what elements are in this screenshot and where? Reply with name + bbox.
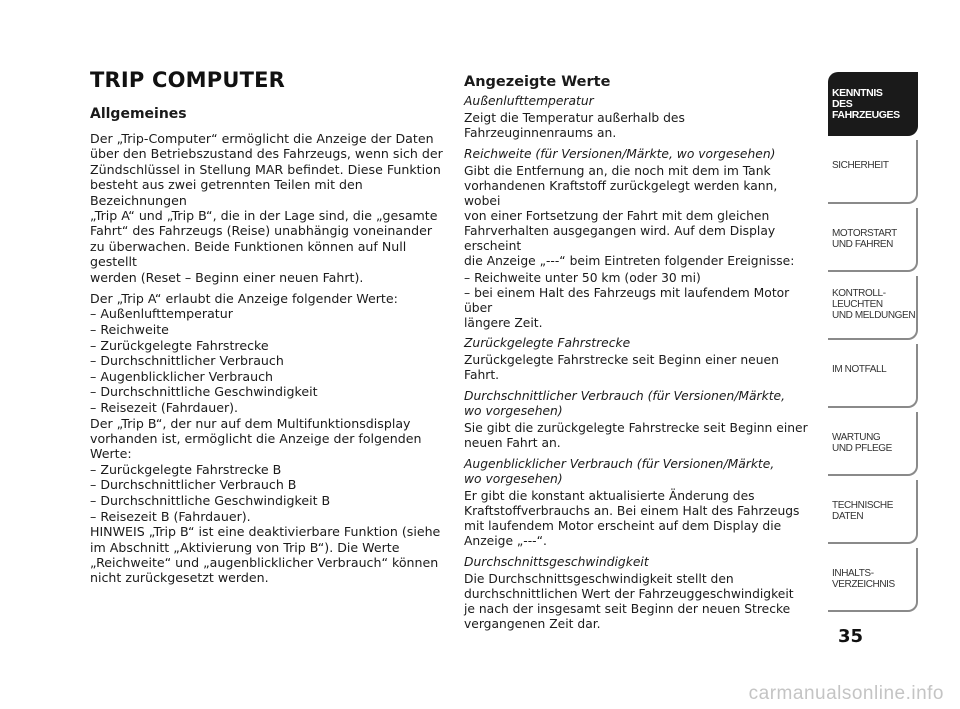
note-paragraph: HINWEIS „Trip B“ ist eine deaktivierbare Funktion (siehe im Abschnitt „Aktivierung von Trip B“). Die Werte „Reichweite“ und „augenblicklicher Verbrauch“ können nicht zurückgesetzt werden. — [90, 524, 441, 586]
tab-inhaltsverzeichnis[interactable]: INHALTS- VERZEICHNIS — [828, 548, 918, 612]
trip-b-list — [90, 462, 445, 524]
page-title: TRIP COMPUTER — [90, 68, 286, 92]
avg-consumption-text: Sie gibt die zurückgelegte Fahrstrecke seit Beginn einer neuen Fahrt an. — [464, 421, 808, 450]
instant-consumption-title: Augenblicklicher Verbrauch (für Versionen/Märkte, wo vorgesehen) — [464, 457, 775, 486]
trip-b-intro: Der „Trip B“, der nur auf dem Multifunktionsdisplay vorhanden ist, ermöglicht die Anzeige der folgenden Werte: — [90, 415, 422, 462]
outside-temp-title: Außenlufttemperatur — [464, 94, 594, 108]
trip-a-intro: Der „Trip A“ erlaubt die Anzeige folgender Werte: — [90, 291, 398, 307]
section-heading-general: Allgemeines — [90, 106, 187, 122]
outside-temp-text: Zeigt die Temperatur außerhalb des Fahrzeuginnenraums an. — [464, 111, 685, 140]
range-list — [464, 271, 816, 331]
left-column — [90, 68, 445, 592]
intro-paragraph: Der „Trip-Computer“ ermöglicht die Anzeige der Daten über den Betriebszustand des Fahrzeugs, wenn sich der Zündschlüssel in Stellung MAR befindet. Diese Funktion besteht aus zwei getrennten Teilen mit den Bezeichnungen „Trip A“ und „Trip B“, die in der Lage sind, die „gesamte Fahrt“ des Fahrzeugs (Reise) unabhängig voneinander zu überwachen. Beide Funktionen können auf Null gestellt werden (Reset – Beginn einer neuen Fahrt). — [90, 131, 443, 285]
tab-kenntnis[interactable]: KENNTNIS DES FAHRZEUGES — [828, 72, 918, 136]
list-item: – Reisezeit (Fahrdauer). — [90, 400, 445, 416]
range-item: – bei einem Halt des Fahrzeugs mit laufendem Motor über längere Zeit. — [464, 286, 816, 331]
range-title: Reichweite (für Versionen/Märkte, wo vorgesehen) — [464, 147, 776, 161]
list-item: – Zurückgelegte Fahrstrecke B — [90, 462, 445, 478]
page-number: 35 — [838, 626, 864, 647]
trip-a-list — [90, 306, 445, 415]
list-item: – Durchschnittliche Geschwindigkeit B — [90, 493, 445, 509]
distance-title: Zurückgelegte Fahrstrecke — [464, 336, 631, 350]
list-item: – Zurückgelegte Fahrstrecke — [90, 338, 445, 354]
tab-sicherheit[interactable]: SICHERHEIT — [828, 140, 918, 204]
avg-speed-text: Die Durchschnittsgeschwindigkeit stellt den durchschnittlichen Wert der Fahrzeuggeschwindigkeit je nach der insgesamt seit Beginn der neuen Strecke vergangenen Zeit dar. — [464, 572, 794, 631]
tab-wartung[interactable]: WARTUNG UND PFLEGE — [828, 412, 918, 476]
avg-speed-title: Durchschnittsgeschwindigkeit — [464, 555, 649, 569]
range-item: – Reichweite unter 50 km (oder 30 mi) — [464, 271, 816, 286]
tab-motorstart[interactable]: MOTORSTART UND FAHREN — [828, 208, 918, 272]
section-heading-values: Angezeigte Werte — [464, 74, 611, 90]
tab-technische-daten[interactable]: TECHNISCHE DATEN — [828, 480, 918, 544]
list-item: – Augenblicklicher Verbrauch — [90, 369, 445, 385]
list-item: – Reisezeit B (Fahrdauer). — [90, 509, 445, 525]
tab-notfall[interactable]: IM NOTFALL — [828, 344, 918, 408]
watermark: carmanualsonline.info — [748, 683, 944, 704]
avg-consumption-title: Durchschnittlicher Verbrauch (für Versionen/Märkte, wo vorgesehen) — [464, 389, 786, 418]
list-item: – Durchschnittlicher Verbrauch — [90, 353, 445, 369]
range-text: Gibt die Entfernung an, die noch mit dem im Tank vorhandenen Kraftstoff zurückgelegt werden kann, wobei von einer Fortsetzung der Fahrt mit dem gleichen Fahrverhalten ausgegangen wird. Auf dem Display erscheint die Anzeige „---“ beim Eintreten folgender Ereignisse: — [464, 164, 795, 268]
list-item: – Außenlufttemperatur — [90, 306, 445, 322]
list-item: – Reichweite — [90, 322, 445, 338]
list-item: – Durchschnittlicher Verbrauch B — [90, 477, 445, 493]
distance-text: Zurückgelegte Fahrstrecke seit Beginn einer neuen Fahrt. — [464, 353, 779, 382]
right-column — [464, 68, 816, 638]
instant-consumption-text: Er gibt die konstant aktualisierte Änderung des Kraftstoffverbrauchs an. Bei einem Halt des Fahrzeugs mit laufendem Motor erscheint auf dem Display die Anzeige „---“. — [464, 489, 800, 548]
chapter-tabs — [828, 72, 918, 616]
tab-kontrollleuchten[interactable]: KONTROLL- LEUCHTEN UND MELDUNGEN — [828, 276, 918, 340]
list-item: – Durchschnittliche Geschwindigkeit — [90, 384, 445, 400]
